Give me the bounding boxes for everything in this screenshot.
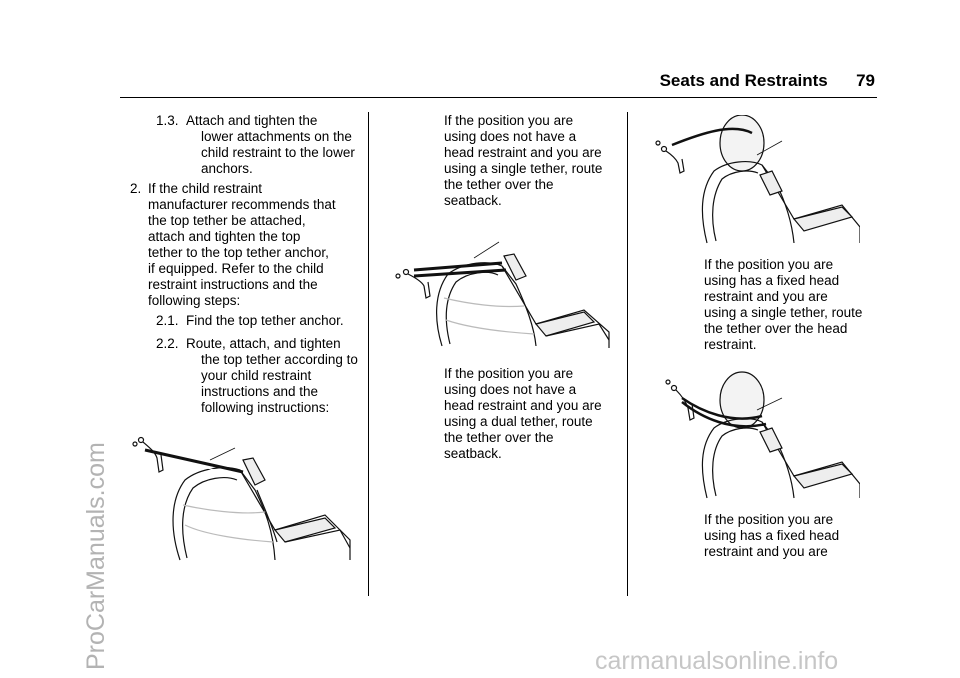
text-line: your child restraint: [201, 368, 312, 383]
text-line: instructions and the: [201, 384, 319, 399]
watermark-procarmanuals: ProCarManuals.com: [82, 442, 110, 670]
text-line: head restraint and you are: [444, 145, 602, 160]
step-number: 2.2.: [156, 336, 179, 351]
text-line: the top tether according to: [201, 352, 358, 367]
paragraph-no-head-restraint-single: [444, 113, 624, 209]
text-line: lower attachments on the: [201, 129, 352, 144]
text-line: using a single tether, route: [704, 305, 863, 320]
text-line: restraint instructions and the: [148, 277, 318, 292]
text-line: using a single tether, route: [444, 161, 603, 176]
watermark-carmanualsonline: carmanualsonline.info: [595, 647, 839, 675]
text-line: tether to the top tether anchor,: [148, 245, 329, 260]
text-line: the tether over the head: [704, 321, 848, 336]
seat-illustration-svg: [384, 228, 612, 350]
text-line: the tether over the: [444, 430, 554, 445]
text-line: If the position you are: [444, 113, 574, 128]
text-line: head restraint and you are: [444, 398, 602, 413]
seat-fixed-head-restraint-dual-tether-illustration: [632, 368, 860, 500]
text-line: Attach and tighten the: [186, 113, 318, 128]
text-line: restraint.: [704, 337, 757, 352]
text-line: Route, attach, and tighten: [186, 336, 341, 351]
text-line: seatback.: [444, 193, 502, 208]
text-line: seatback.: [444, 446, 502, 461]
step-number: 2.: [130, 181, 142, 196]
column-divider-2: [627, 112, 628, 596]
text-line: manufacturer recommends that: [148, 197, 336, 212]
seat-dual-tether-illustration: [384, 228, 612, 350]
step-number: 2.1.: [156, 313, 179, 328]
text-line: the tether over the: [444, 177, 554, 192]
text-line: restraint and you are: [704, 289, 828, 304]
text-line: using has a fixed head: [704, 273, 840, 288]
header-rule: [120, 97, 877, 98]
seat-illustration-svg: [125, 430, 353, 565]
seat-fixed-head-restraint-single-tether-illustration: [632, 115, 860, 245]
text-line: using does not have a: [444, 382, 577, 397]
seat-illustration-svg: [632, 368, 860, 500]
text-line: using has a fixed head: [704, 528, 840, 543]
step-number: 1.3.: [156, 113, 179, 128]
text-line: if equipped. Refer to the child: [148, 261, 324, 276]
text-line: using does not have a: [444, 129, 577, 144]
text-line: If the position you are: [704, 512, 834, 527]
text-line: attach and tighten the top: [148, 229, 301, 244]
text-line: following instructions:: [201, 400, 330, 415]
text-line: child restraint to the lower: [201, 145, 355, 160]
seat-single-tether-illustration: [125, 430, 353, 565]
paragraph-fixed-head-restraint-dual: [704, 512, 884, 560]
paragraph-fixed-head-restraint-single: [704, 257, 884, 353]
paragraph-no-head-restraint-dual: [444, 366, 624, 462]
text-line: anchors.: [201, 161, 253, 176]
text-line: the top tether be attached,: [148, 213, 306, 228]
text-line: restraint and you are: [704, 544, 828, 559]
text-line: If the position you are: [704, 257, 834, 272]
seat-illustration-svg: [632, 115, 860, 245]
text-line: Find the top tether anchor.: [186, 313, 344, 328]
text-line: following steps:: [148, 293, 241, 308]
text-line: If the child restraint: [148, 181, 263, 196]
text-line: using a dual tether, route: [444, 414, 593, 429]
text-line: If the position you are: [444, 366, 574, 381]
page-header: Seats and Restraints 79: [659, 71, 875, 90]
